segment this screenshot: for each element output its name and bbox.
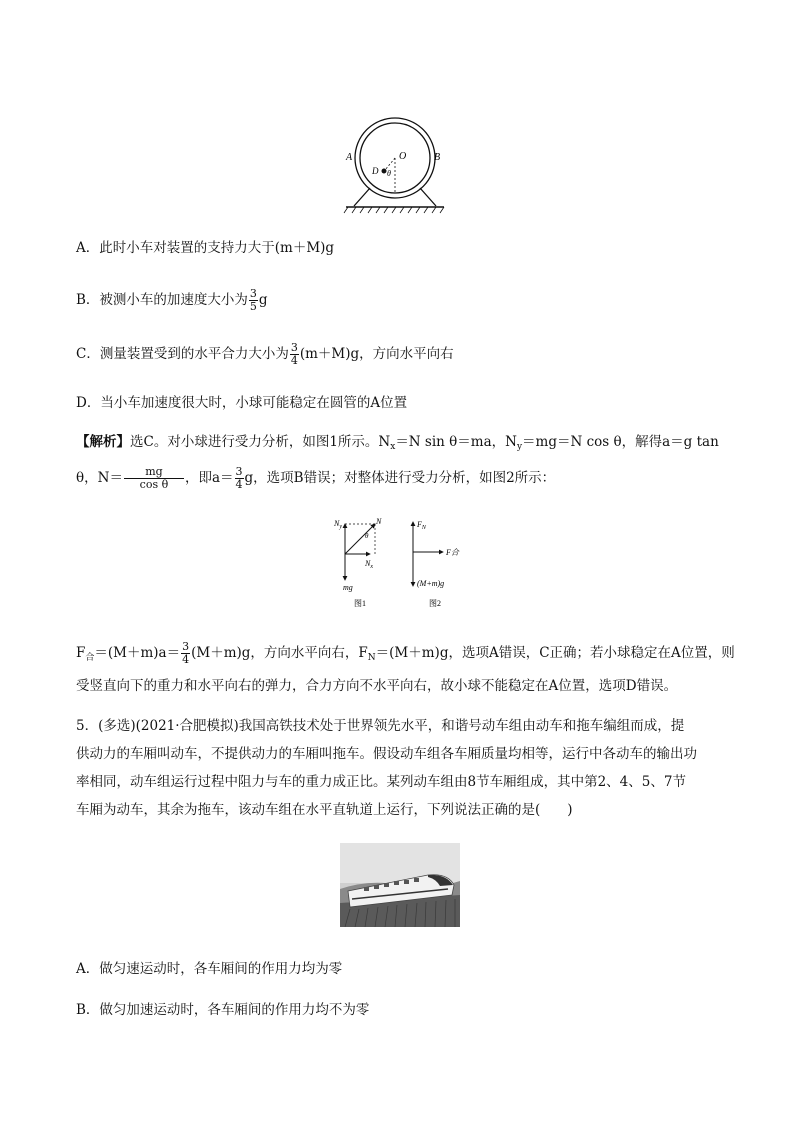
label-ny: $N_y$ bbox=[334, 519, 343, 530]
label-theta-2: θ bbox=[365, 532, 369, 540]
option-d: D．当小车加速度很大时，小球可能稳定在圆管的A位置 bbox=[76, 395, 408, 411]
force-diagrams-figure bbox=[325, 514, 475, 614]
fraction: $\frac{mg}{\text{cos θ}}$ bbox=[124, 466, 184, 491]
q5-line-1: 5．(多选)(2021·合肥模拟)我国高铁技术处于世界领先水平，和谐号动车组由动车和拖车编组而成，提 bbox=[76, 718, 685, 734]
label-mmg: (M+m)g bbox=[417, 579, 445, 588]
fraction: $\frac{3}{4}$ bbox=[290, 341, 298, 367]
fraction: $\frac{3}{5}$ bbox=[249, 287, 257, 313]
label-d: D bbox=[372, 166, 379, 176]
conclusion-line-1: $F_合=(M+m)a=$ $\frac{3}{4}$ (M＋m)g，方向水平向右，$F_N=(M+m)g$，选项A错误，C正确；若小球稳定在A位置，则 bbox=[76, 640, 735, 666]
q5-option-b: B．做匀加速运动时，各车厢间的作用力均不为零 bbox=[76, 1002, 370, 1018]
label-a: A bbox=[346, 152, 353, 163]
option-b: B．被测小车的加速度大小为 $\frac{3}{5}$ g bbox=[76, 287, 268, 313]
option-a: A．此时小车对装置的支持力大于(m＋M)g bbox=[76, 240, 335, 256]
q5-option-a: A．做匀速运动时，各车厢间的作用力均为零 bbox=[76, 961, 343, 977]
caption-fig2: 图2 bbox=[429, 599, 441, 608]
q5-line-4: 车厢为动车，其余为拖车，该动车组在水平直轨道上运行，下列说法正确的是( ) bbox=[76, 802, 573, 818]
analysis-tag: 【解析】 bbox=[76, 434, 130, 450]
fraction: $\frac{3}{4}$ bbox=[182, 640, 190, 666]
label-theta: θ bbox=[387, 169, 391, 178]
analysis-line-1: 【解析】选C。对小球进行受力分析，如图1所示。$N_x=N$ sin θ＝ma，$N_y=mg=N$ cos θ，解得a＝g tan bbox=[76, 434, 719, 452]
label-fn: $F_N$ bbox=[417, 520, 426, 531]
ball bbox=[382, 169, 387, 174]
q5-line-3: 率相同，动车组运行过程中阻力与车的重力成正比。某列动车组由8节车厢组成，其中第2、4、5、7节 bbox=[76, 774, 686, 790]
option-c: C．测量装置受到的水平合力大小为 $\frac{3}{4}$ (m＋M)g，方向水平向右 bbox=[76, 341, 454, 367]
ring-apparatus-figure bbox=[340, 112, 450, 214]
label-o: O bbox=[399, 151, 407, 162]
label-fhe: F合 bbox=[446, 548, 459, 557]
fraction: $\frac{3}{4}$ bbox=[235, 465, 243, 491]
caption-fig1: 图1 bbox=[354, 599, 366, 608]
analysis-line-2: θ，N＝ $\frac{mg}{\text{cos θ}}$ ，即a＝ $\frac{3}{4}$ g，选项B错误；对整体进行受力分析，如图2所示： bbox=[76, 465, 556, 491]
q5-line-2: 供动力的车厢叫动车，不提供动力的车厢叫拖车。假设动车组各车厢质量均相等，运行中各动车的输出功 bbox=[76, 746, 697, 762]
train-photo bbox=[340, 843, 460, 927]
label-mg: mg bbox=[343, 583, 353, 592]
conclusion-line-2: 受竖直向下的重力和水平向右的弹力，合力方向不水平向右，故小球不能稳定在A位置，选项D错误。 bbox=[76, 678, 678, 694]
label-n: N bbox=[376, 517, 382, 526]
label-nx: $N_x$ bbox=[365, 559, 374, 570]
label-b: B bbox=[434, 152, 441, 163]
